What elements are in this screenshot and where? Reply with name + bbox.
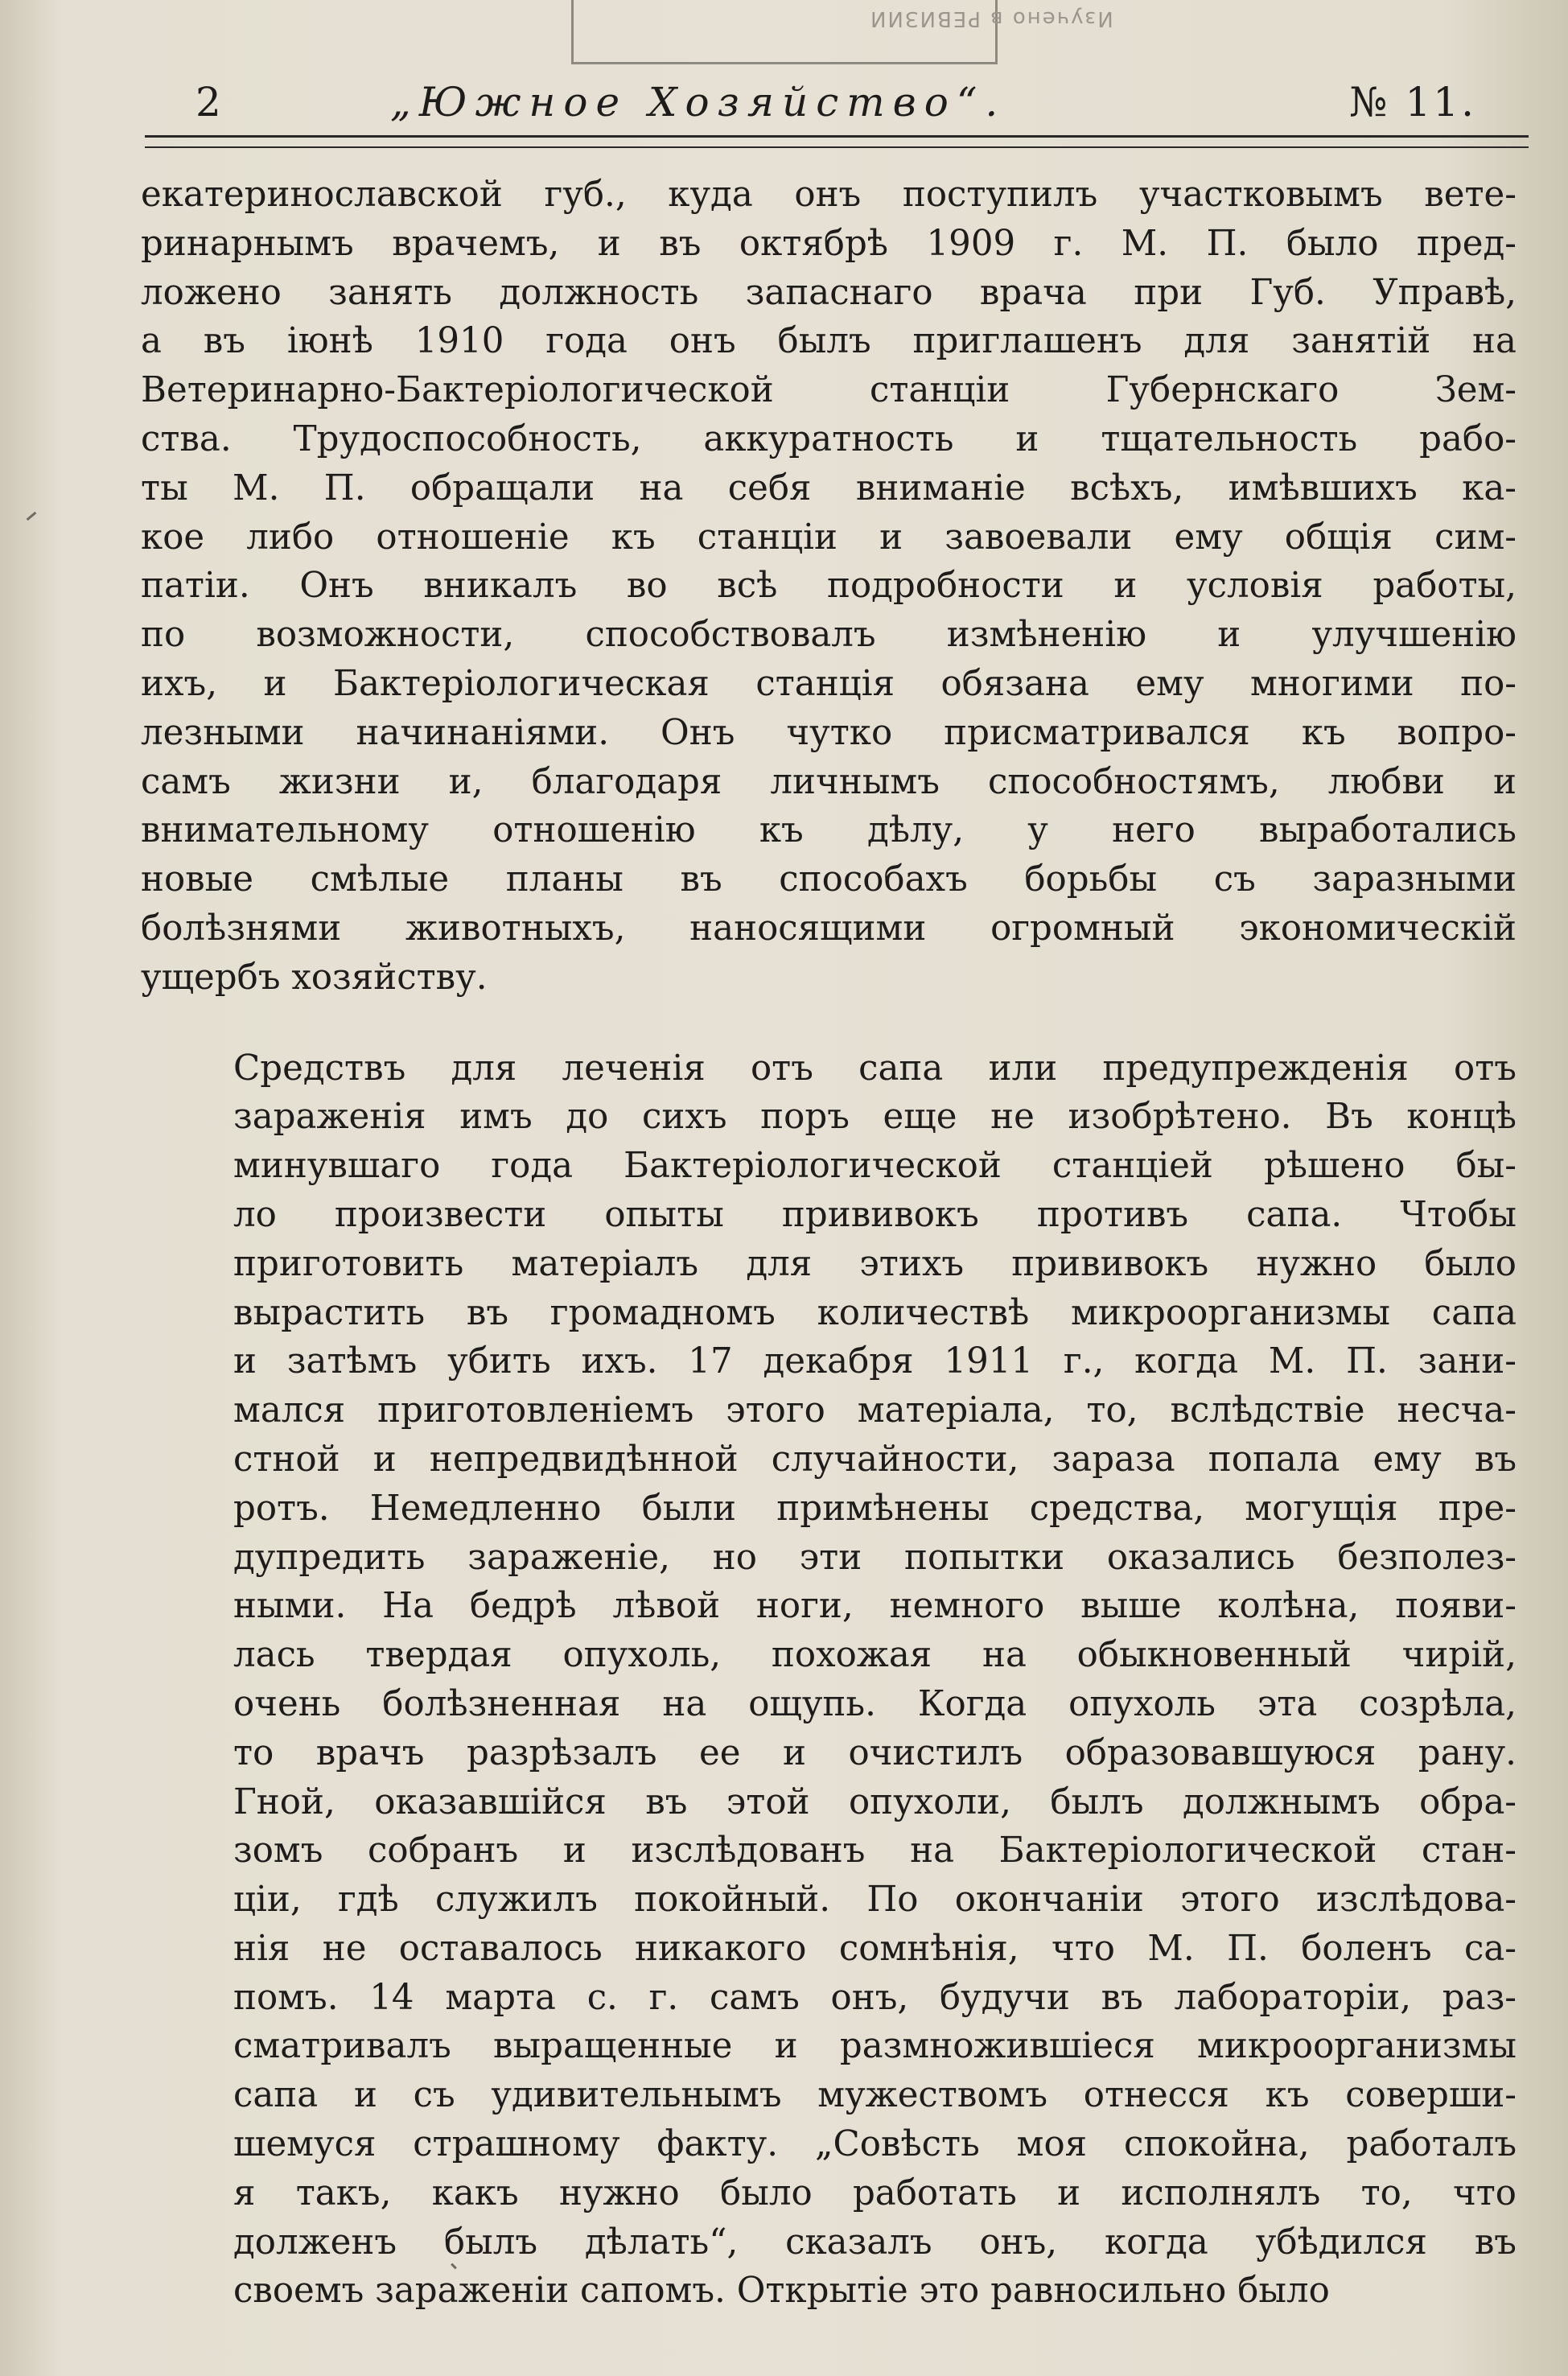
paragraph (141, 1044, 1517, 2316)
text-line: ихъ, и Бактерiологическая станцiя обязана ему многими по- (141, 663, 1517, 704)
article-body (141, 171, 1517, 2316)
text-line: приготовить матерiалъ для этихъ прививокъ нужно было (233, 1243, 1517, 1284)
text-line: ущербъ хозяйству. (141, 957, 488, 998)
text-line: цiи, гдѣ служилъ покойный. По окончанiи этого изслѣдова- (233, 1880, 1517, 1921)
text-line: шемуся страшному факту. „Совѣсть моя спокойна, работалъ (233, 2124, 1517, 2165)
text-line: сматривалъ выращенные и размножившiеся микроорганизмы (233, 2026, 1517, 2067)
text-line: лезными начинанiями. Онъ чутко присматривался къ вопро- (141, 712, 1517, 753)
text-line: и затѣмъ убить ихъ. 17 декабря 1911 г., когда М. П. зани- (233, 1341, 1517, 1382)
text-line: мался приготовленiемъ этого матерiала, то, вслѣдствiе несча- (233, 1390, 1517, 1431)
header-rule (145, 135, 1529, 148)
margin-mark (27, 512, 37, 521)
text-line: ринарнымъ врачемъ, и въ октябрѣ 1909 г. М. П. было пред- (141, 223, 1517, 264)
text-line: ства. Трудоспособность, аккуратность и тщательность рабо- (141, 418, 1517, 459)
issue-number: № 11. (1349, 79, 1476, 126)
text-line: самъ жизни и, благодаря личнымъ способностямъ, любви и (141, 761, 1517, 802)
page-number: 2 (195, 79, 221, 126)
text-line: ротъ. Немедленно были примѣнены средства, могущiя пре- (233, 1488, 1517, 1529)
text-line: нiя не оставалось никакого сомнѣнiя, что М. П. боленъ са- (233, 1928, 1517, 1969)
text-line: сапа и съ удивительнымъ мужествомъ отнесся къ соверши- (233, 2075, 1517, 2116)
text-line: кое либо отношенiе къ станцiи и завоевали ему общiя сим- (141, 517, 1517, 558)
text-line: своемъ зараженiи сапомъ. Открытiе это равносильно было (233, 2271, 1330, 2312)
text-line: Средствъ для леченiя отъ сапа или предупрежденiя отъ (233, 1048, 1517, 1089)
text-line: Гной, оказавшiйся въ этой опухоли, былъ должнымъ обра- (233, 1781, 1517, 1822)
text-line: то врачъ разрѣзалъ ее и очистилъ образовавшуюся рану. (233, 1732, 1517, 1773)
journal-title: „Южное Хозяйство“. (390, 79, 1006, 126)
running-header (141, 79, 1492, 135)
text-line: ложено занять должность запаснаго врача при Губ. Управѣ, (141, 272, 1517, 313)
text-line: Ветеринарно-Бактерiологической станцiи Губернскаго Зем- (141, 370, 1517, 411)
paragraph (141, 171, 1517, 1003)
text-line: ло произвести опыты прививокъ противъ сапа. Чтобы (233, 1194, 1517, 1235)
text-line: я такъ, какъ нужно было работать и исполнялъ то, что (233, 2172, 1517, 2213)
text-line: минувшаго года Бактерiологической станцiей рѣшено бы- (233, 1146, 1517, 1187)
text-line: болѣзнями животныхъ, наносящими огромный экономическiй (141, 908, 1517, 949)
text-line: вырастить въ громадномъ количествѣ микроорганизмы сапа (233, 1292, 1517, 1333)
text-line: ными. На бедрѣ лѣвой ноги, немного выше колѣна, появи- (233, 1586, 1517, 1627)
text-line: стной и непредвидѣнной случайности, зараза попала ему въ (233, 1439, 1517, 1480)
text-line: внимательному отношенiю къ дѣлу, у него выработались (141, 810, 1517, 851)
text-line: долженъ былъ дѣлать“, сказалъ онъ, когда убѣдился въ (233, 2222, 1517, 2263)
text-line: по возможности, способствовалъ измѣненiю и улучшенiю (141, 615, 1517, 656)
text-line: дупредить зараженiе, но эти попытки оказались безполез- (233, 1537, 1517, 1578)
text-line: лась твердая опухоль, похожая на обыкновенный чирiй, (233, 1635, 1517, 1676)
text-line: зараженiя имъ до сихъ поръ еще не изобрѣтено. Въ концѣ (233, 1097, 1517, 1138)
text-line: очень болѣзненная на ощупь. Когда опухоль эта созрѣла, (233, 1683, 1517, 1724)
text-line: ты М. П. обращали на себя вниманiе всѣхъ, имѣвшихъ ка- (141, 467, 1517, 509)
text-line: а въ iюнѣ 1910 года онъ былъ приглашенъ для занятiй на (141, 321, 1517, 362)
text-line: екатеринославской губ., куда онъ поступилъ участковымъ вете- (141, 175, 1517, 215)
library-stamp-text: Изучено в РЕВИЗИИ (869, 6, 1113, 31)
text-line: помъ. 14 марта с. г. самъ онъ, будучи въ лабораторiи, раз- (233, 1977, 1517, 2018)
text-line: новые смѣлые планы въ способахъ борьбы съ заразными (141, 859, 1517, 900)
text-line: патiи. Онъ вникалъ во всѣ подробности и условiя работы, (141, 566, 1517, 607)
text-line: зомъ собранъ и изслѣдованъ на Бактерiологической стан- (233, 1830, 1517, 1872)
